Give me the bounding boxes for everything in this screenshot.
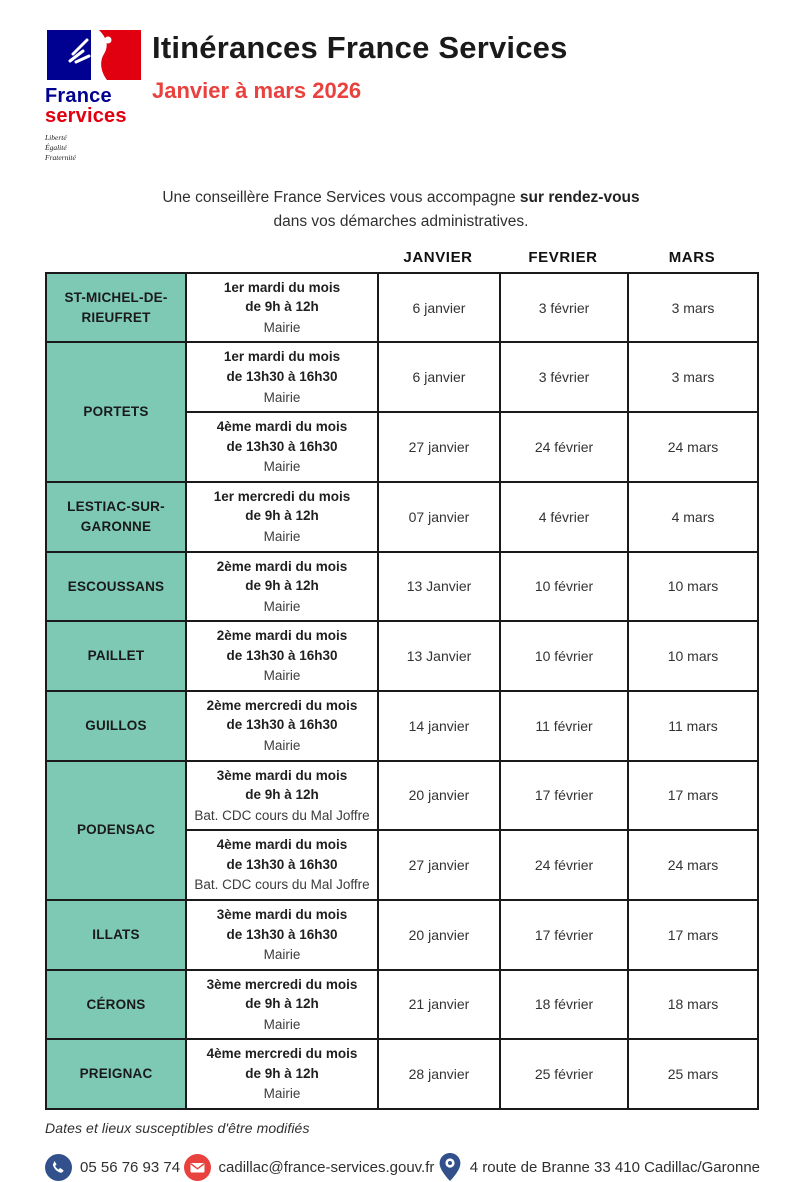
schedule-time: de 13h30 à 16h30 — [226, 647, 338, 663]
schedule-time: de 13h30 à 16h30 — [226, 438, 338, 454]
date-janvier: 14 janvier — [378, 691, 500, 761]
contact-bar — [45, 1152, 760, 1182]
schedule-time: de 9h à 12h — [245, 508, 319, 524]
schedule-time: de 13h30 à 16h30 — [226, 717, 338, 733]
marianne-flag-icon — [45, 28, 143, 82]
month-header-spacer — [45, 249, 377, 266]
schedule-cell — [186, 970, 378, 1040]
date-fevrier: 11 février — [500, 691, 628, 761]
schedule-cell — [186, 342, 378, 412]
date-fevrier: 17 février — [500, 761, 628, 831]
schedule-when: 3ème mercredi du mois — [206, 976, 358, 992]
phone-number: 05 56 76 93 74 — [80, 1158, 181, 1176]
schedule-time: de 13h30 à 16h30 — [226, 926, 338, 942]
disclaimer-note: Dates et lieux susceptibles d'être modifiés — [45, 1120, 310, 1136]
schedule-time: de 9h à 12h — [245, 299, 319, 315]
table-row — [46, 761, 758, 831]
date-fevrier: 17 février — [500, 900, 628, 970]
france-services-logo — [45, 28, 152, 162]
date-fevrier: 18 février — [500, 970, 628, 1040]
logo-motto — [45, 133, 152, 162]
schedule-cell — [186, 830, 378, 900]
schedule-table — [45, 272, 759, 1110]
month-header-row — [45, 249, 757, 266]
table-row — [46, 1039, 758, 1109]
schedule-place: Mairie — [263, 528, 301, 544]
schedule-place: Mairie — [263, 738, 301, 753]
table-row — [46, 273, 758, 343]
date-janvier: 28 janvier — [378, 1039, 500, 1109]
date-janvier: 13 Janvier — [378, 621, 500, 691]
schedule-place: Mairie — [263, 389, 301, 405]
date-fevrier: 3 février — [500, 273, 628, 343]
motto-liberte: Liberté — [45, 133, 67, 142]
intro-part1: Une conseillère France Services vous accompagne — [162, 189, 520, 207]
month-header-mars: MARS — [668, 248, 716, 266]
schedule-cell — [186, 482, 378, 552]
date-janvier: 6 janvier — [378, 273, 500, 343]
schedule-when: 3ème mardi du mois — [216, 767, 348, 783]
date-mars: 17 mars — [628, 900, 758, 970]
schedule-time: de 13h30 à 16h30 — [226, 369, 338, 384]
date-fevrier: 25 février — [500, 1039, 628, 1109]
schedule-place: Mairie — [263, 1086, 301, 1102]
date-mars: 18 mars — [628, 970, 758, 1040]
location-cell-portets: PORTETS — [46, 342, 186, 481]
month-header-janvier: JANVIER — [403, 248, 473, 266]
date-janvier: 21 janvier — [378, 970, 500, 1040]
location-cell-paillet: PAILLET — [46, 621, 186, 691]
intro-line2: dans vos démarches administratives. — [273, 212, 529, 230]
date-fevrier: 4 février — [500, 482, 628, 552]
date-janvier: 27 janvier — [378, 830, 500, 900]
schedule-cell — [186, 691, 378, 761]
location-cell-guillos: GUILLOS — [46, 691, 186, 761]
schedule-when: 4ème mardi du mois — [216, 419, 348, 435]
schedule-when: 1er mardi du mois — [223, 279, 341, 295]
table-row — [46, 970, 758, 1040]
schedule-when: 4ème mercredi du mois — [206, 1046, 358, 1062]
location-cell-cerons: CÉRONS — [46, 970, 186, 1040]
date-mars: 24 mars — [628, 830, 758, 900]
location-cell-escoussans: ESCOUSSANS — [46, 552, 186, 622]
date-mars: 17 mars — [628, 761, 758, 831]
intro-bold: sur rendez-vous — [519, 189, 640, 207]
schedule-cell — [186, 552, 378, 622]
schedule-cell — [186, 412, 378, 482]
header — [45, 28, 757, 162]
date-mars: 24 mars — [628, 412, 758, 482]
date-fevrier: 10 février — [500, 621, 628, 691]
schedule-when: 3ème mardi du mois — [216, 906, 348, 922]
schedule-cell — [186, 761, 378, 831]
logo-text-france: France — [45, 85, 112, 107]
location-cell-lestiac: LESTIAC-SUR-GARONNE — [46, 482, 186, 552]
table-row — [46, 900, 758, 970]
contact-email[interactable] — [184, 1154, 435, 1181]
schedule-time: de 9h à 12h — [245, 578, 319, 594]
date-fevrier: 3 février — [500, 342, 628, 412]
page-title: Itinérances France Services — [152, 30, 568, 65]
schedule-place: Mairie — [263, 459, 301, 475]
schedule-place: Mairie — [263, 319, 301, 335]
date-mars: 11 mars — [628, 691, 758, 761]
table-row — [46, 342, 758, 412]
table-row — [46, 552, 758, 622]
month-header-fevrier: FEVRIER — [528, 248, 598, 266]
date-mars: 3 mars — [628, 342, 758, 412]
schedule-when: 2ème mercredi du mois — [206, 697, 358, 713]
schedule-place: Bat. CDC cours du Mal Joffre — [194, 877, 370, 893]
date-fevrier: 10 février — [500, 552, 628, 622]
schedule-when: 2ème mardi du mois — [216, 558, 348, 574]
date-fevrier: 24 février — [500, 830, 628, 900]
schedule-when: 2ème mardi du mois — [216, 628, 348, 644]
schedule-time: de 9h à 12h — [245, 787, 319, 803]
schedule-cell — [186, 273, 378, 343]
date-janvier: 27 janvier — [378, 412, 500, 482]
schedule-when: 1er mardi du mois — [223, 349, 341, 365]
table-row — [46, 482, 758, 552]
date-mars: 4 mars — [628, 482, 758, 552]
email-address[interactable]: cadillac@france-services.gouv.fr — [218, 1158, 435, 1176]
table-row — [46, 691, 758, 761]
phone-icon — [45, 1154, 72, 1181]
page-subtitle: Janvier à mars 2026 — [152, 78, 362, 103]
date-mars: 10 mars — [628, 621, 758, 691]
date-fevrier: 24 février — [500, 412, 628, 482]
motto-egalite: Égalité — [45, 142, 67, 152]
schedule-cell — [186, 1039, 378, 1109]
date-mars: 25 mars — [628, 1039, 758, 1109]
date-janvier: 20 janvier — [378, 761, 500, 831]
date-mars: 10 mars — [628, 552, 758, 622]
schedule-time: de 13h30 à 16h30 — [226, 856, 338, 872]
schedule-when: 1er mercredi du mois — [213, 488, 351, 504]
date-mars: 3 mars — [628, 273, 758, 343]
location-cell-st-michel: ST-MICHEL-DE-RIEUFRET — [46, 273, 186, 343]
schedule-time: de 9h à 12h — [245, 996, 319, 1012]
contact-phone — [45, 1154, 180, 1181]
schedule-cell — [186, 621, 378, 691]
date-janvier: 07 janvier — [378, 482, 500, 552]
title-block — [152, 28, 568, 104]
date-janvier: 20 janvier — [378, 900, 500, 970]
logo-text-services: services — [45, 105, 127, 127]
schedule-when: 4ème mardi du mois — [216, 837, 348, 853]
schedule-place: Mairie — [263, 668, 301, 684]
schedule-place: Mairie — [263, 1016, 301, 1032]
location-cell-illats: ILLATS — [46, 900, 186, 970]
schedule-place: Mairie — [263, 947, 301, 963]
schedule-place: Bat. CDC cours du Mal Joffre — [194, 807, 370, 823]
street-address: 4 route de Branne 33 410 Cadillac/Garonne — [469, 1158, 760, 1176]
email-icon — [184, 1154, 211, 1181]
contact-address — [438, 1152, 760, 1182]
schedule-place: Mairie — [263, 598, 301, 614]
location-cell-podensac: PODENSAC — [46, 761, 186, 900]
date-janvier: 13 Janvier — [378, 552, 500, 622]
location-cell-preignac: PREIGNAC — [46, 1039, 186, 1109]
intro-text — [45, 186, 757, 233]
schedule-time: de 9h à 12h — [245, 1065, 319, 1081]
motto-fraternite: Fraternité — [45, 152, 76, 162]
logo-wordmark — [45, 86, 152, 126]
date-janvier: 6 janvier — [378, 342, 500, 412]
table-row — [46, 621, 758, 691]
schedule-cell — [186, 900, 378, 970]
location-pin-icon — [438, 1152, 462, 1182]
